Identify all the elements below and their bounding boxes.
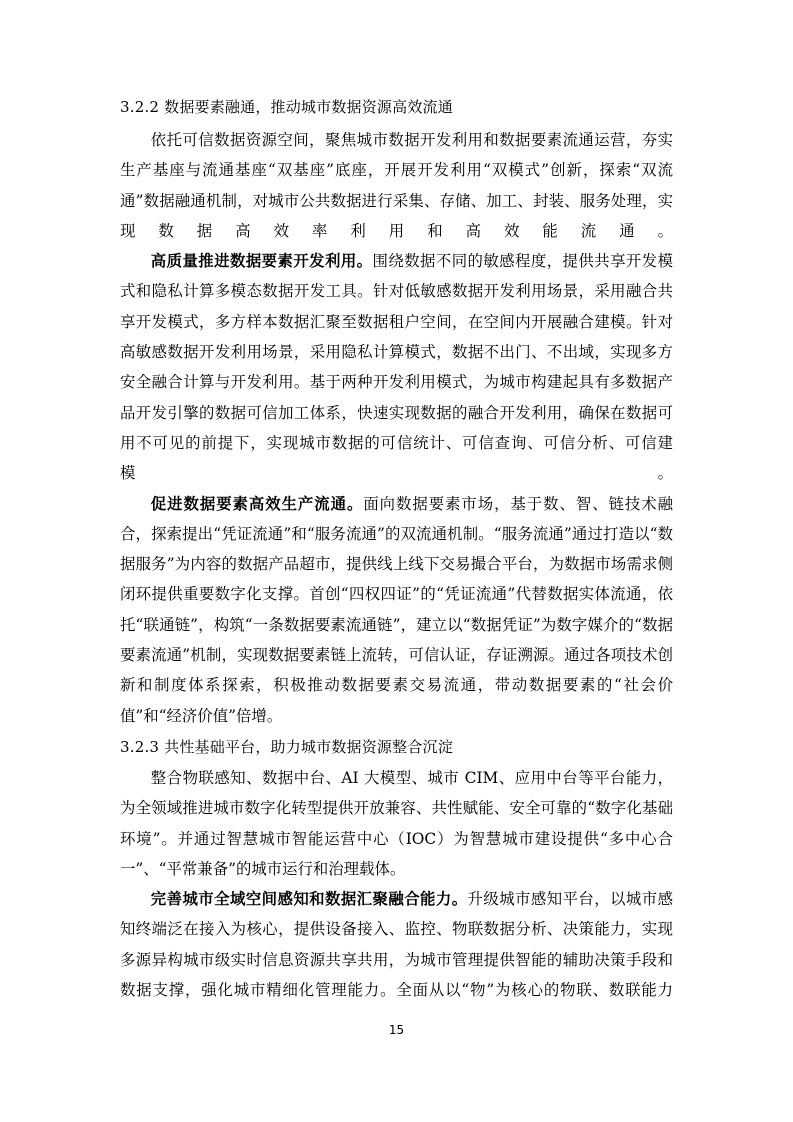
paragraph-text: 依托可信数据资源空间，聚焦城市数据开发利用和数据要素流通运营，夯实生产基座与流通基座“双基座”底座，开展开发利用“双模式”创新，探索“双流通”数据融通机制，对城市公共数据进行采集、存储、加工、封装、服务处理，实现数据高效率利用和高效能流通。	[120, 131, 673, 240]
paragraph	[120, 884, 673, 1005]
paragraph	[120, 489, 673, 731]
paragraph-lead: 完善城市全域空间感知和数据汇聚融合能力。	[150, 890, 468, 909]
paragraph	[120, 125, 673, 246]
paragraph-text: 围绕数据不同的敏感程度，提供共享开发模式和隐私计算多模态数据开发工具。针对低敏感数据开发利用场景，采用融合共享开发模式，多方样本数据汇聚至数据租户空间，在空间内开展融合建模。针对高敏感数据开发利用场景，采用隐私计算模式，数据不出门、不出域，实现多方安全融合计算与开发利用。基于两种开发利用模式，为城市构建起具有多数据产品开发引擎的数据可信加工体系，快速实现数据的融合开发利用，确保在数据可用不可见的前提下，实现城市数据的可信统计、可信查询、可信分析、可信建模。	[120, 252, 673, 483]
paragraph	[120, 763, 673, 884]
paragraph-text: 整合物联感知、数据中台、AI 大模型、城市 CIM、应用中台等平台能力，为全领域推进城市数字化转型提供开放兼容、共性赋能、安全可靠的“数字化基础环境”。并通过智慧城市智能运营中心（IOC）为智慧城市建设提供“多中心合一”、“平常兼备”的城市运行和治理载体。	[120, 768, 673, 878]
section-heading-3-2-3: 3.2.3 共性基础平台，助力城市数据资源整合沉淀	[120, 737, 453, 756]
page-number: 15	[388, 1023, 405, 1037]
paragraph-text: 面向数据要素市场，基于数、智、链技术融合，探索提出“凭证流通”和“服务流通”的双流通机制。“服务流通”通过打造以“数据服务”为内容的数据产品超市，提供线上线下交易撮合平台，为数据市场需求侧闭环提供重要数字化支撑。首创“四权四证”的“凭证流通”代替数据实体流通，依托“联通链”，构筑“一条数据要素流通链”，建立以“数据凭证”为数字媒介的“数据要素流通”机制，实现数据要素链上流转，可信认证，存证溯源。通过各项技术创新和制度体系探索，积极推动数据要素交易流通，带动数据要素的“社会价值”和“经济价值”倍增。	[120, 494, 673, 725]
page-content	[120, 97, 673, 1005]
paragraph-lead: 促进数据要素高效生产流通。	[150, 494, 364, 513]
section-heading-3-2-2: 3.2.2 数据要素融通，推动城市数据资源高效流通	[120, 98, 453, 116]
paragraph-lead: 高质量推进数据要素开发利用。	[150, 252, 373, 271]
paragraph	[120, 246, 673, 488]
paragraph-text: 升级城市感知平台，以城市感知终端泛在接入为核心，提供设备接入、监控、物联数据分析、决策能力，实现多源异构城市级实时信息资源共享共用，为城市管理提供智能的辅助决策手段和数据支撑，强化城市精细化管理能力。全面从以“物”为核心的物联、数联能力	[120, 890, 673, 1000]
